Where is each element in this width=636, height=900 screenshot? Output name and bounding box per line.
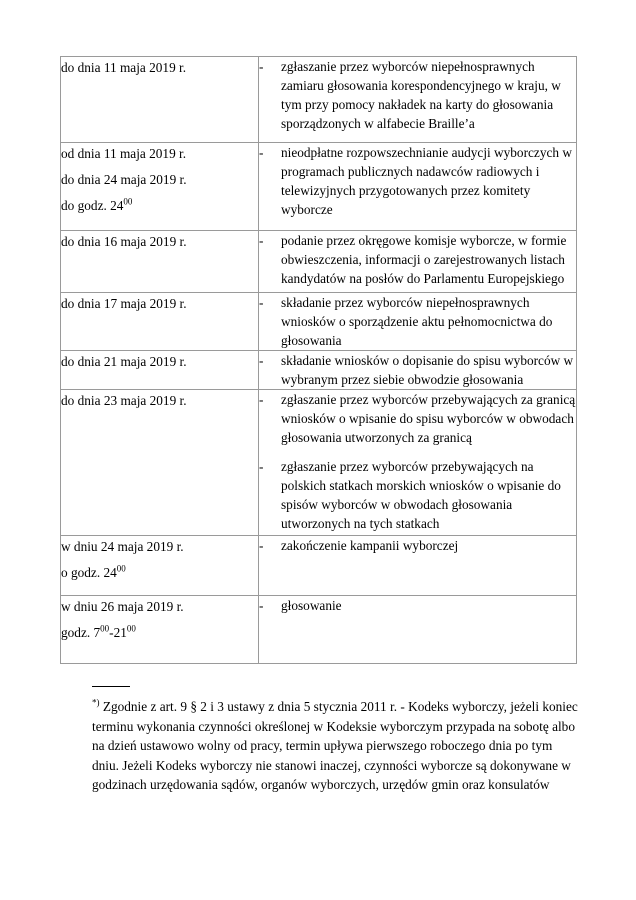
date-line (61, 596, 258, 618)
action-text: zgłaszanie przez wyborców niepełnosprawnych zamiaru głosowania korespondencyjnego w kraju, w tym przy pomocy nakładek na karty do głosowania sporządzonych w alfabecie Braille’a (281, 59, 561, 131)
action-text: zgłaszanie przez wyborców przebywających za granicą wniosków o wpisanie do spisu wyborców w obwodach głosowania utworzonych za granicą (281, 392, 576, 445)
action-text: głosowanie (281, 598, 342, 613)
hour-superscript: 00 (123, 196, 133, 207)
date-line (61, 351, 258, 373)
footnote-text: Zgodnie z art. 9 § 2 i 3 ustawy z dnia 5 stycznia 2011 r. - Kodeks wyborczy, jeżeli koniec terminu wykonania czynności określonej w Kodeksie wyborczym przypada na sobotę albo na dzień ustawowo wolny od pracy, termin upływa pierwszego roboczego dnia po tym dniu. Jeżeli Kodeks wyborczy nie stanowi inaczej, czynności wyborcze są dokonywane w godzinach urzędowania sądów, organów wyborczych, urzędów gmin oraz konsulatów (92, 699, 578, 792)
date-text: -21 (109, 625, 127, 640)
date-cell (61, 231, 259, 293)
action-text: składanie wniosków o dopisanie do spisu wyborców w wybranym przez siebie obwodzie głosowania (281, 353, 574, 387)
date-text: od dnia 11 maja 2019 r. (61, 146, 187, 161)
date-text: do dnia 21 maja 2019 r. (61, 354, 187, 369)
hour-superscript: 00 (126, 623, 136, 634)
date-cell (61, 143, 259, 231)
action-cell (259, 390, 577, 536)
date-cell (61, 57, 259, 143)
hour-superscript: 00 (100, 623, 110, 634)
schedule-row (61, 390, 577, 536)
dash-bullet: - (259, 598, 264, 613)
action-cell (259, 57, 577, 143)
date-text: do dnia 11 maja 2019 r. (61, 60, 187, 75)
date-cell (61, 351, 259, 390)
date-line (61, 390, 258, 412)
date-text: w dniu 26 maja 2019 r. (61, 599, 184, 614)
date-text: w dniu 24 maja 2019 r. (61, 539, 184, 554)
action-text: zakończenie kampanii wyborczej (281, 538, 459, 553)
action-cell (259, 143, 577, 231)
action-item (259, 143, 576, 219)
action-cell (259, 596, 577, 664)
date-text: do dnia 24 maja 2019 r. (61, 172, 187, 187)
date-line (61, 143, 258, 165)
date-line (61, 293, 258, 315)
schedule-row (61, 231, 577, 293)
date-text: do dnia 23 maja 2019 r. (61, 393, 187, 408)
action-item (259, 293, 576, 350)
date-line (61, 231, 258, 253)
dash-bullet: - (259, 59, 264, 74)
date-text: o godz. 24 (61, 565, 117, 580)
dash-bullet: - (259, 353, 264, 368)
date-line (61, 536, 258, 558)
date-line (61, 169, 258, 191)
date-cell (61, 536, 259, 596)
action-text: podanie przez okręgowe komisje wyborcze, w formie obwieszczenia, informacji o zarejestrowanych listach kandydatów na posłów do Parlamentu Europejskiego (281, 233, 567, 286)
action-cell (259, 536, 577, 596)
date-text: do godz. 24 (61, 198, 124, 213)
schedule-row (61, 351, 577, 390)
dash-bullet: - (259, 145, 264, 160)
action-item (259, 596, 576, 615)
action-text: składanie przez wyborców niepełnosprawnych wniosków o sporządzenie aktu pełnomocnictwa do głosowania (281, 295, 553, 348)
election-schedule-table (60, 56, 577, 664)
action-cell (259, 351, 577, 390)
schedule-row (61, 57, 577, 143)
date-cell (61, 390, 259, 536)
schedule-row (61, 536, 577, 596)
action-item (259, 457, 576, 533)
footnote (60, 697, 580, 795)
schedule-body (61, 57, 577, 664)
action-item (259, 351, 576, 389)
date-line (61, 622, 258, 644)
dash-bullet: - (259, 233, 264, 248)
action-item (259, 231, 576, 288)
dash-bullet: - (259, 459, 264, 474)
action-item (259, 57, 576, 133)
date-text: do dnia 16 maja 2019 r. (61, 234, 187, 249)
dash-bullet: - (259, 295, 264, 310)
date-line (61, 57, 258, 79)
schedule-row (61, 293, 577, 351)
action-item (259, 390, 576, 447)
action-text: zgłaszanie przez wyborców przebywających na polskich statkach morskich wniosków o wpisanie do spisów wyborców w obwodach głosowania utworzonych na tych statkach (281, 459, 561, 531)
date-cell (61, 596, 259, 664)
date-text: godz. 7 (61, 625, 101, 640)
action-cell (259, 293, 577, 351)
date-cell (61, 293, 259, 351)
date-line (61, 195, 258, 217)
action-cell (259, 231, 577, 293)
action-item (259, 536, 576, 555)
footnote-separator (92, 686, 130, 687)
footnote-marker: *) (92, 697, 100, 708)
action-text: nieodpłatne rozpowszechnianie audycji wyborczych w programach publicznych nadawców radiowych i telewizyjnych przygotowanych przez komitety wyborcze (281, 145, 572, 217)
dash-bullet: - (259, 538, 264, 553)
dash-bullet: - (259, 392, 264, 407)
schedule-row (61, 143, 577, 231)
hour-superscript: 00 (116, 563, 126, 574)
schedule-row (61, 596, 577, 664)
date-text: do dnia 17 maja 2019 r. (61, 296, 187, 311)
date-line (61, 562, 258, 584)
